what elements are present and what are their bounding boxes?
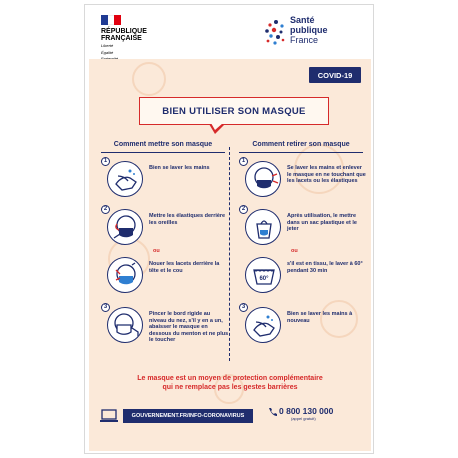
step-number: 3 <box>239 303 248 312</box>
phone-icon <box>267 407 277 417</box>
hotline <box>267 407 367 421</box>
step-text: s'il est en tissu, le laver à 60° pendant 30 min <box>287 261 363 274</box>
mask-ties-icon <box>107 257 143 293</box>
page-title: BIEN UTILISER SON MASQUE <box>162 105 306 117</box>
header <box>85 5 374 57</box>
hotline-note: (appel gratuit) <box>291 416 316 421</box>
wash-60-icon <box>245 257 281 293</box>
step-number: 1 <box>101 157 110 166</box>
key-message <box>89 375 371 392</box>
footer <box>95 407 365 425</box>
mask-remove-icon <box>245 161 281 197</box>
step-number: 3 <box>101 303 110 312</box>
mask-ear-loops-icon <box>107 209 143 245</box>
column-divider <box>229 147 230 361</box>
title-box <box>139 97 329 125</box>
sante-publique-dots-icon <box>263 19 289 47</box>
hand-washing-icon <box>245 307 281 343</box>
republique-name-1: RÉPUBLIQUE <box>101 28 147 35</box>
motto-liberte: Liberté <box>101 43 114 48</box>
mask-bag-icon <box>245 209 281 245</box>
key-message-line-1: Le masque est un moyen de protection complémentaire <box>137 375 323 382</box>
or-separator: ou <box>153 248 160 254</box>
put-on-mask-column <box>97 141 229 363</box>
put-on-heading: Comment mettre son masque <box>101 141 225 153</box>
french-flag-icon <box>101 15 121 25</box>
step-number: 2 <box>239 205 248 214</box>
mask-adjust-icon <box>107 307 143 343</box>
republique-name-2: FRANÇAISE <box>101 35 142 42</box>
covid-badge: COVID-19 <box>309 67 361 83</box>
remove-mask-column <box>235 141 367 363</box>
sante-publique-text <box>290 15 328 45</box>
or-separator: ou <box>291 248 298 254</box>
step-text: Bien se laver les mains à nouveau <box>287 311 353 324</box>
key-message-line-2: qui ne remplace pas les gestes barrières <box>162 383 298 391</box>
sante-publique-logo <box>263 15 363 51</box>
step-text: Pincer le bord rigide au niveau du nez, s'il y en a un, abaisser le masque en dessous du menton et ne plus le toucher <box>149 311 229 343</box>
poster-body <box>89 59 371 451</box>
step-text: Nouer les lacets derrière la tête et le cou <box>149 261 220 274</box>
laptop-icon <box>99 409 119 423</box>
hand-washing-icon <box>107 161 143 197</box>
step-number: 2 <box>101 205 110 214</box>
step-text: Se laver les mains et enlever le masque en ne touchant que les lacets ou les élastiques <box>287 165 366 184</box>
wash-temperature: 60° <box>259 276 269 282</box>
step-number: 1 <box>239 157 248 166</box>
step-text: Après utilisation, le mettre dans un sac plastique et le jeter <box>287 213 357 232</box>
step-text: Mettre les élastiques derrière les oreilles <box>149 213 226 226</box>
sante-publique-line-1: Santé <box>290 15 315 25</box>
poster <box>84 4 374 454</box>
motto-egalite: Égalité <box>101 49 114 55</box>
step-text: Bien se laver les mains <box>149 165 210 171</box>
hotline-number[interactable]: 0 800 130 000 <box>279 406 334 416</box>
sante-publique-line-2: publique <box>290 25 328 35</box>
sante-publique-line-3: France <box>290 35 319 45</box>
remove-heading: Comment retirer son masque <box>239 141 363 153</box>
info-url-link[interactable]: GOUVERNEMENT.FR/INFO-CORONAVIRUS <box>123 409 253 423</box>
republique-francaise-logo <box>101 15 171 62</box>
